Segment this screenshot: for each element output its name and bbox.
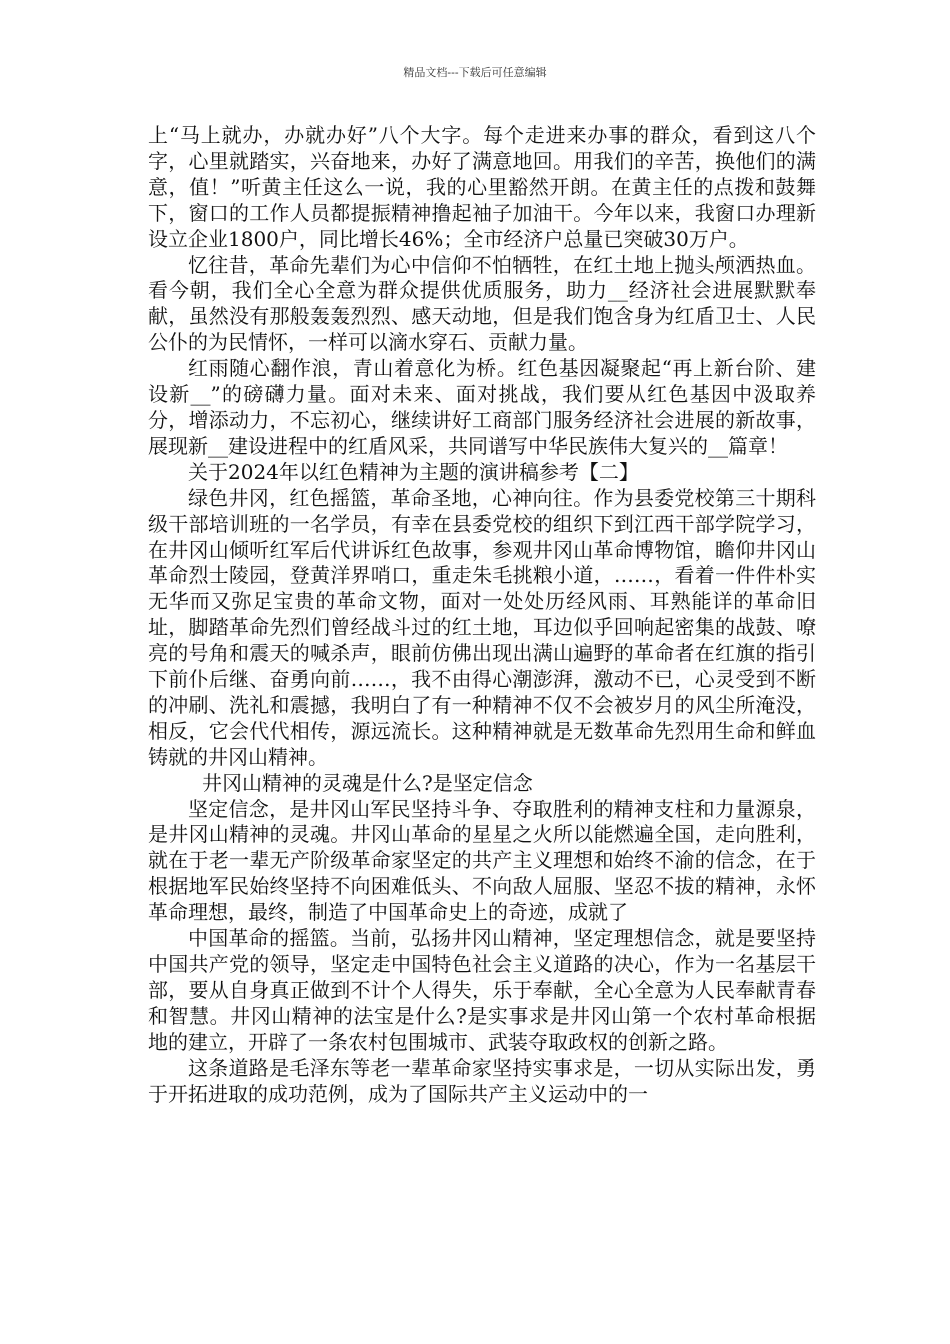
paragraph: 这条道路是毛泽东等老一辈革命家坚持实事求是，一切从实际出发，勇于开拓进取的成功范例，成为了国际共产主义运动中的一 xyxy=(148,1055,816,1106)
page-header: 精品文档---下载后可任意编辑 xyxy=(403,66,547,79)
paragraph: 坚定信念，是井冈山军民坚持斗争、夺取胜利的精神支柱和力量源泉，是井冈山精神的灵魂。井冈山革命的星星之火所以能燃遍全国，走向胜利，就在于老一辈无产阶级革命家坚定的共产主义理想和始终不渝的信念，在于根据地军民始终坚持不向困难低头、不向敌人屈服、坚忍不拔的精神，永怀革命理想，最终，制造了中国革命史上的奇迹，成就了 xyxy=(148,796,816,925)
paragraph: 忆往昔，革命先辈们为心中信仰不怕牺牲，在红土地上抛头颅洒热血。看今朝，我们全心全意为群众提供优质服务，助力__经济社会进展默默奉献，虽然没有那般轰轰烈烈、感天动地，但是我们饱含身为红盾卫士、人民公仆的为民情怀，一样可以滴水穿石、贡献力量。 xyxy=(148,252,816,355)
subheading: 井冈山精神的灵魂是什么?是坚定信念 xyxy=(202,770,533,795)
paragraph: 中国革命的摇篮。当前，弘扬井冈山精神，坚定理想信念，就是要坚持中国共产党的领导，坚定走中国特色社会主义道路的决心，作为一名基层干部，要从自身真正做到不计个人得失，乐于奉献，全心全意为人民奉献青春和智慧。井冈山精神的法宝是什么?是实事求是井冈山第一个农村革命根据地的建立，开辟了一条农村包围城市、武装夺取政权的创新之路。 xyxy=(148,926,816,1054)
paragraph: 绿色井冈，红色摇篮，革命圣地，心神向往。作为县委党校第三十期科级干部培训班的一名学员，有幸在县委党校的组织下到江西干部学院学习，在井冈山倾听红军后代讲诉红色故事，参观井冈山革命博物馆，瞻仰井冈山革命烈士陵园，登黄洋界哨口，重走朱毛挑粮小道，……，看着一件件朴实无华而又弥足宝贵的革命文物，面对一处处历经风雨、耳熟能详的革命旧址，脚踏革命先烈们曾经战斗过的红土地，耳边似乎回响起密集的战鼓、嘹亮的号角和震天的喊杀声，眼前仿佛出现出满山遍野的革命者在红旗的指引下前仆后继、奋勇向前……，我不由得心潮澎湃，激动不已，心灵受到不断的冲刷、洗礼和震撼，我明白了有一种精神不仅不会被岁月的风尘所淹没，相反，它会代代相传，源远流长。这种精神就是无数革命先烈用生命和鲜血铸就的井冈山精神。 xyxy=(148,485,816,769)
paragraph: 红雨随心翻作浪，青山着意化为桥。红色基因凝聚起“再上新台阶、建设新__”的磅礴力量。面对未来、面对挑战，我们要从红色基因中汲取养分，增添动力，不忘初心，继续讲好工商部门服务经济社会进展的新故事，展现新__建设进程中的红盾风采，共同谱写中华民族伟大复兴的__篇章！ xyxy=(148,356,816,458)
paragraph: 上“马上就办，办就办好”八个大字。每个走进来办事的群众，看到这八个字，心里就踏实，兴奋地来，办好了满意地回。用我们的辛苦，换他们的满意，值！”听黄主任这么一说，我的心里豁然开朗。在黄主任的点拨和鼓舞下，窗口的工作人员都提振精神撸起袖子加油干。今年以来，我窗口办理新设立企业1800户，同比增长46%；全市经济户总量已突破30万户。 xyxy=(148,123,816,251)
document-body xyxy=(148,123,816,1107)
section-title: 关于2024年以红色精神为主题的演讲稿参考【二】 xyxy=(188,459,639,484)
